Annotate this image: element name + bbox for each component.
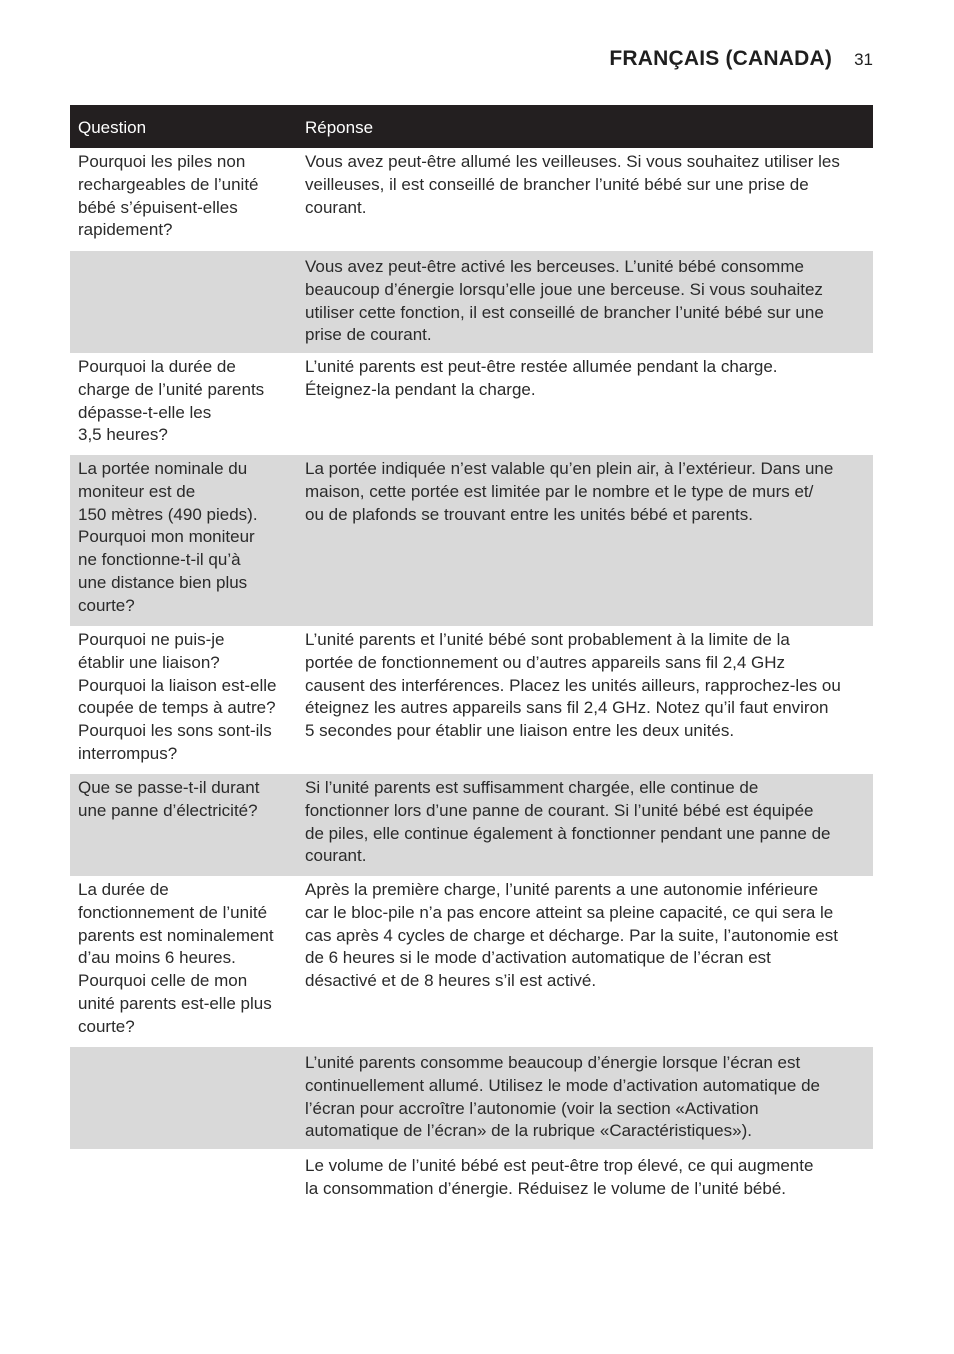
- question-cell: La portée nominale du moniteur est de 150 mètres (490 pieds). Pourquoi mon moniteur ne fonctionne-t-il qu’à une distance bien plus courte?: [78, 459, 258, 615]
- answer-cell: La portée indiquée n’est valable qu’en plein air, à l’extérieur. Dans une maison, cette portée est limitée par le nombre et le type de murs et/ ou de plafonds se trouvant entre les unités bébé et parents.: [305, 459, 834, 524]
- column-header-answer: Réponse: [305, 118, 374, 137]
- answer-cell: L’unité parents est peut-être restée allumée pendant la charge. Éteignez-la pendant la charge.: [305, 357, 778, 399]
- table-row: [70, 251, 873, 353]
- table-row: [70, 1149, 873, 1209]
- answer-cell: Vous avez peut-être activé les berceuses. L’unité bébé consomme beaucoup d’énergie lorsqu’elle joue une berceuse. Si vous souhaitez utiliser cette fonction, il est conseillé de brancher l’unité bébé sur une prise de courant.: [305, 257, 824, 345]
- question-cell: Pourquoi ne puis-je établir une liaison? Pourquoi la liaison est-elle coupée de temps à autre? Pourquoi les sons sont-ils interrompus?: [78, 630, 277, 763]
- table-row: [70, 1047, 873, 1149]
- column-header-question: Question: [78, 118, 147, 137]
- section-title: FRANÇAIS (CANADA): [609, 47, 833, 70]
- question-cell: [70, 256, 297, 353]
- question-cell: Pourquoi la durée de charge de l’unité parents dépasse-t-elle les 3,5 heures?: [78, 357, 265, 445]
- table-row: [70, 148, 873, 251]
- answer-cell: Si l’unité parents est suffisamment chargée, elle continue de fonctionner lors d’une panne de courant. Si l’unité bébé est équipée de piles, elle continue également à fonctionner pendant une panne de courant.: [305, 778, 831, 866]
- question-cell: La durée de fonctionnement de l’unité parents est nominalement d’au moins 6 heures. Pourquoi celle de mon unité parents est-elle plus courte?: [78, 880, 274, 1036]
- answer-cell: Vous avez peut-être allumé les veilleuses. Si vous souhaitez utiliser les veilleuses, il est conseillé de brancher l’unité bébé sur une prise de courant.: [305, 152, 840, 217]
- page-number: 31: [854, 50, 873, 69]
- troubleshooting-table: [70, 105, 873, 1209]
- answer-cell: Après la première charge, l’unité parents a une autonomie inférieure car le bloc-pile n’a pas encore atteint sa pleine capacité, ce qui sera le cas après 4 cycles de charge et décharge. Par la suite, l’autonomie est de 6 heures si le mode d’activation automatique de l’écran est désactivé et de 8 heures s’il est activé.: [305, 880, 838, 991]
- table-row: [70, 876, 873, 1047]
- answer-cell: Le volume de l’unité bébé est peut-être trop élevé, ce qui augmente la consommation d’énergie. Réduisez le volume de l’unité bébé.: [305, 1156, 814, 1198]
- page-header: [609, 47, 873, 71]
- question-cell: Pourquoi les piles non rechargeables de l’unité bébé s’épuisent-elles rapidement?: [78, 152, 259, 240]
- answer-cell: L’unité parents et l’unité bébé sont probablement à la limite de la portée de fonctionnement ou d’autres appareils sans fil 2,4 GHz causent des interférences. Placez les unités ailleurs, rapprochez-les ou éteignez les autres appareils sans fil 2,4 GHz. Notez qu’il faut environ 5 secondes pour établir une liaison entre les deux unités.: [305, 630, 841, 741]
- table-row: [70, 353, 873, 455]
- table-row: [70, 455, 873, 626]
- table-row: [70, 774, 873, 876]
- table-header: [70, 105, 873, 148]
- question-cell: [70, 1155, 297, 1209]
- question-cell: Que se passe-t-il durant une panne d’électricité?: [78, 778, 260, 820]
- question-cell: [70, 1052, 297, 1149]
- answer-cell: L’unité parents consomme beaucoup d’énergie lorsque l’écran est continuellement allumé. Utilisez le mode d’activation automatique de l’écran pour accroître l’autonomie (voir la section «Activation automatique de l’écran» de la rubrique «Caractéristiques»).: [305, 1053, 821, 1141]
- table-row: [70, 626, 873, 774]
